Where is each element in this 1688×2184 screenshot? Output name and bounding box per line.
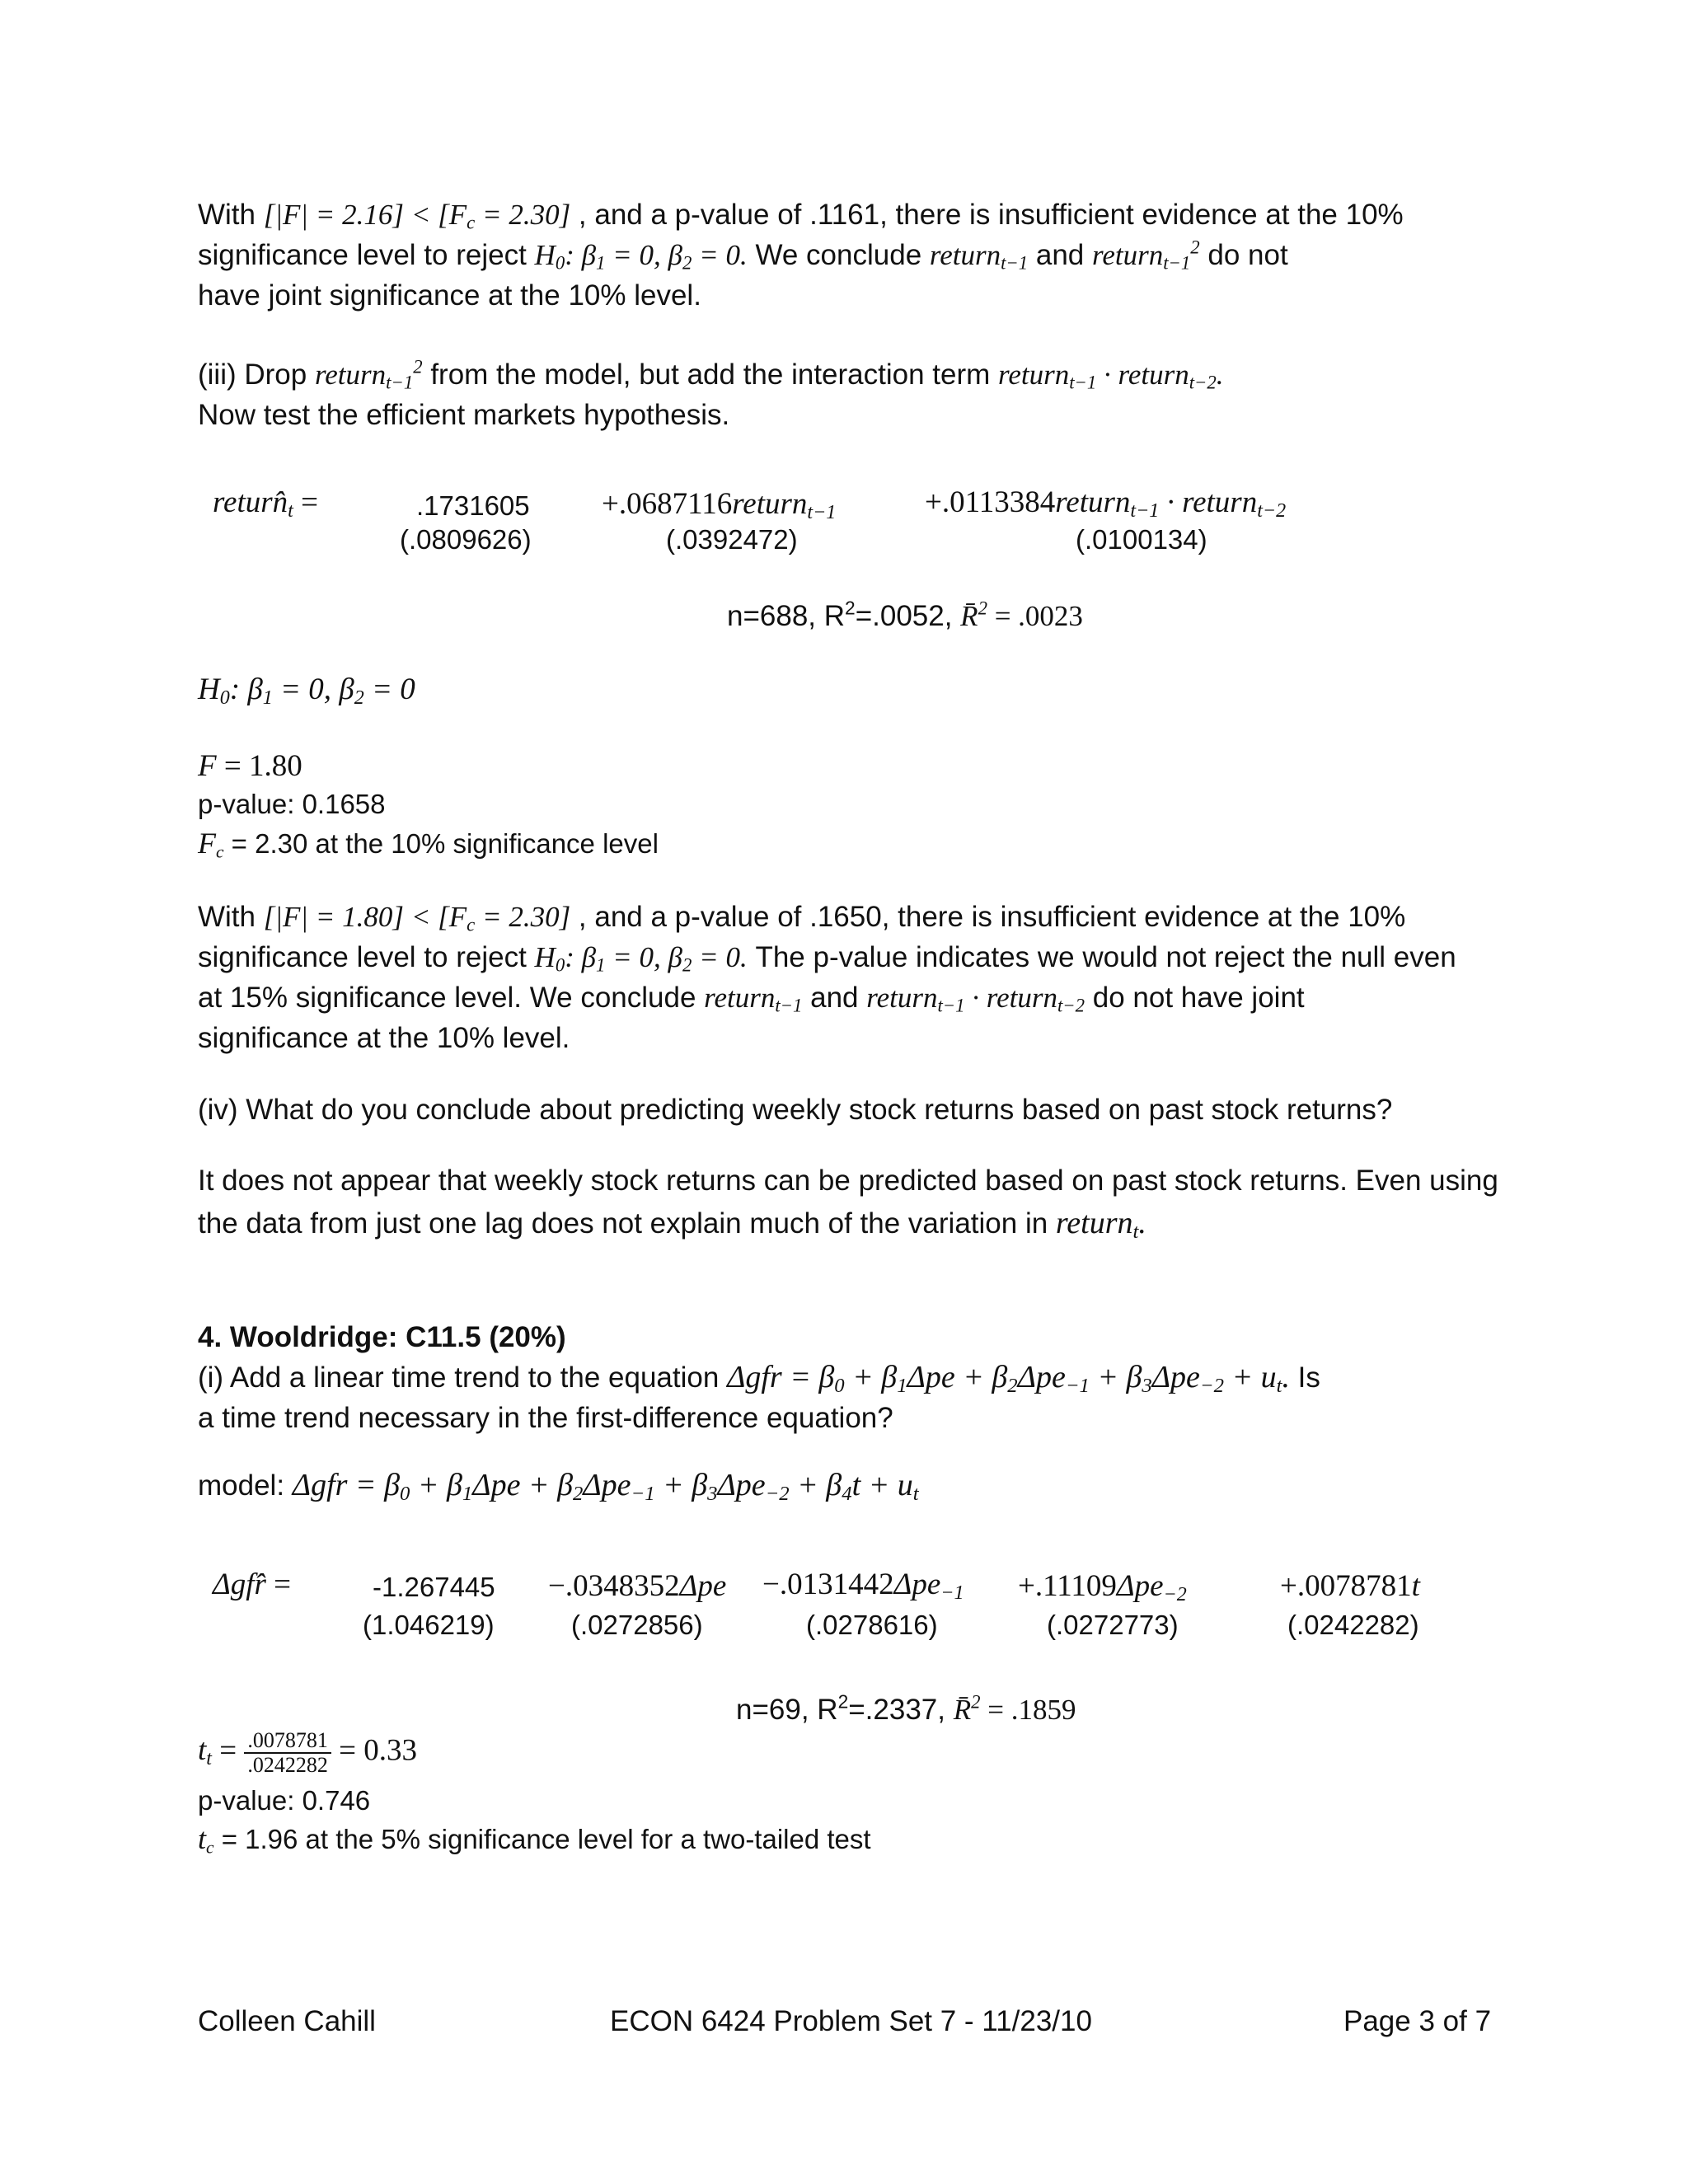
para2-line4: significance at the 10% level. bbox=[198, 1022, 570, 1054]
test2-tcrit: $t_c = 1.96$ at the 5% significance level for a two-tailed test bbox=[198, 1822, 871, 1858]
test1-f-stat: F = 1.80 bbox=[198, 749, 302, 783]
footer-page-number: Page 3 of 7 bbox=[1343, 2005, 1492, 2037]
reg1-coef1: +.0687116return$_{t-1}$ bbox=[602, 487, 837, 523]
test1-pvalue: p-value: 0.1658 bbox=[198, 789, 386, 819]
para1-line3: have joint significance at the 10% level. bbox=[198, 279, 701, 312]
reg2-intercept: -1.267445 bbox=[373, 1572, 495, 1602]
test1-fcrit: $F_c = 2.30$ at the 10% significance level bbox=[198, 827, 659, 862]
question-iii-line2: Now test the efficient markets hypothesis. bbox=[198, 399, 730, 431]
reg2-se4: (.0242282) bbox=[1287, 1610, 1419, 1640]
section-4-question-line1: (i) Add a linear time trend to the equation $\Delta gfr = \beta_0 + \beta_1\Delta pe + \beta_2\Delta pe_{-1} + \beta_3\Delta pe_{-2} + u_t$. Is bbox=[198, 1360, 1320, 1398]
test2-pvalue: p-value: 0.746 bbox=[198, 1785, 371, 1816]
question-iv: (iv) What do you conclude about predicting weekly stock returns based on past stock returns? bbox=[198, 1094, 1393, 1126]
reg2-se2: (.0278616) bbox=[806, 1610, 938, 1640]
para2-line2: significance level to reject $H_0$: $\beta_1 = 0$, $\beta_2 = 0$. The p-value indicates we would not reject the null even bbox=[198, 941, 1456, 976]
reg2-se1: (.0272856) bbox=[571, 1610, 703, 1640]
reg2-se0: (1.046219) bbox=[363, 1610, 495, 1640]
question-iii-line1: (iii) Drop return$_{t-1}^2$ from the model, but add the interaction term return$_{t-1}$ · return$_{t-2}$. bbox=[198, 356, 1224, 393]
reg2-lhs: Δgfr̂ = bbox=[213, 1568, 292, 1601]
test2-t-stat: $t_t$ = $\frac{.0078781}{.0242282}$ = 0.33 bbox=[198, 1728, 417, 1777]
footer-course: ECON 6424 Problem Set 7 - 11/23/10 bbox=[610, 2005, 1092, 2037]
reg1-lhs: $return̂_t$ = bbox=[213, 485, 318, 522]
test1-hypothesis: $H_0$: $\beta_1 = 0$, $\beta_2 = 0$ bbox=[198, 673, 415, 709]
answer-iv-line1: It does not appear that weekly stock returns can be predicted based on past stock returns. Even using bbox=[198, 1165, 1498, 1197]
section-4-heading: 4. Wooldridge: C11.5 (20%) bbox=[198, 1321, 566, 1353]
reg2-se3: (.0272773) bbox=[1047, 1610, 1179, 1640]
reg2-coef1: −.0348352Δpe bbox=[548, 1569, 727, 1603]
para2-line3: at 15% significance level. We conclude return$_{t-1}$ and return$_{t-1}$ · return$_{t-2}$ do not have joint bbox=[198, 982, 1305, 1016]
reg1-stats: n=688, $R^2=.0052$, R̄$^2$ = .0023 bbox=[727, 597, 1083, 632]
reg1-intercept: .1731605 bbox=[416, 490, 530, 521]
reg2-coef2: −.0131442Δpe$_{-1}$ bbox=[762, 1568, 964, 1604]
section-4-model: model: $\Delta gfr = \beta_0 + \beta_1\Delta pe + \beta_2\Delta pe_{-1} + \beta_3\Delta pe_{-2} + \beta_4t + u_t$ bbox=[198, 1468, 919, 1506]
answer-iv-line2: the data from just one lag does not explain much of the variation in return$_t$. bbox=[198, 1206, 1146, 1244]
para1-line2: significance level to reject $H_0$: $\beta_1 = 0$, $\beta_2 = 0$. We conclude return$_{t-1}$ and return$_{t-1}^2$ do not bbox=[198, 237, 1288, 274]
reg1-se1: (.0392472) bbox=[666, 524, 798, 555]
reg1-se0: (.0809626) bbox=[400, 524, 532, 555]
para1-line1: With $[|F| = 2.16] < [F_c = 2.30]$ , and a p-value of .1161, there is insufficient evidence at the 10% bbox=[198, 199, 1404, 233]
reg2-coef3: +.11109Δpe$_{-2}$ bbox=[1018, 1569, 1187, 1605]
t-fraction: $\frac{.0078781}{.0242282}$ bbox=[244, 1729, 331, 1777]
footer-author: Colleen Cahill bbox=[198, 2005, 376, 2037]
reg2-coef4: +.0078781t bbox=[1280, 1569, 1420, 1603]
reg1-coef2: +.0113384return$_{t-1}$ · return$_{t-2}$ bbox=[925, 485, 1287, 522]
reg2-stats: n=69, $R^2=.2337$, R̄$^2$ = .1859 bbox=[736, 1690, 1076, 1726]
para2-line1: With $[|F| = 1.80] < [F_c = 2.30]$ , and a p-value of .1650, there is insufficient evidence at the 10% bbox=[198, 901, 1406, 935]
section-4-question-line2: a time trend necessary in the first-difference equation? bbox=[198, 1402, 893, 1434]
reg1-se2: (.0100134) bbox=[1076, 524, 1207, 555]
